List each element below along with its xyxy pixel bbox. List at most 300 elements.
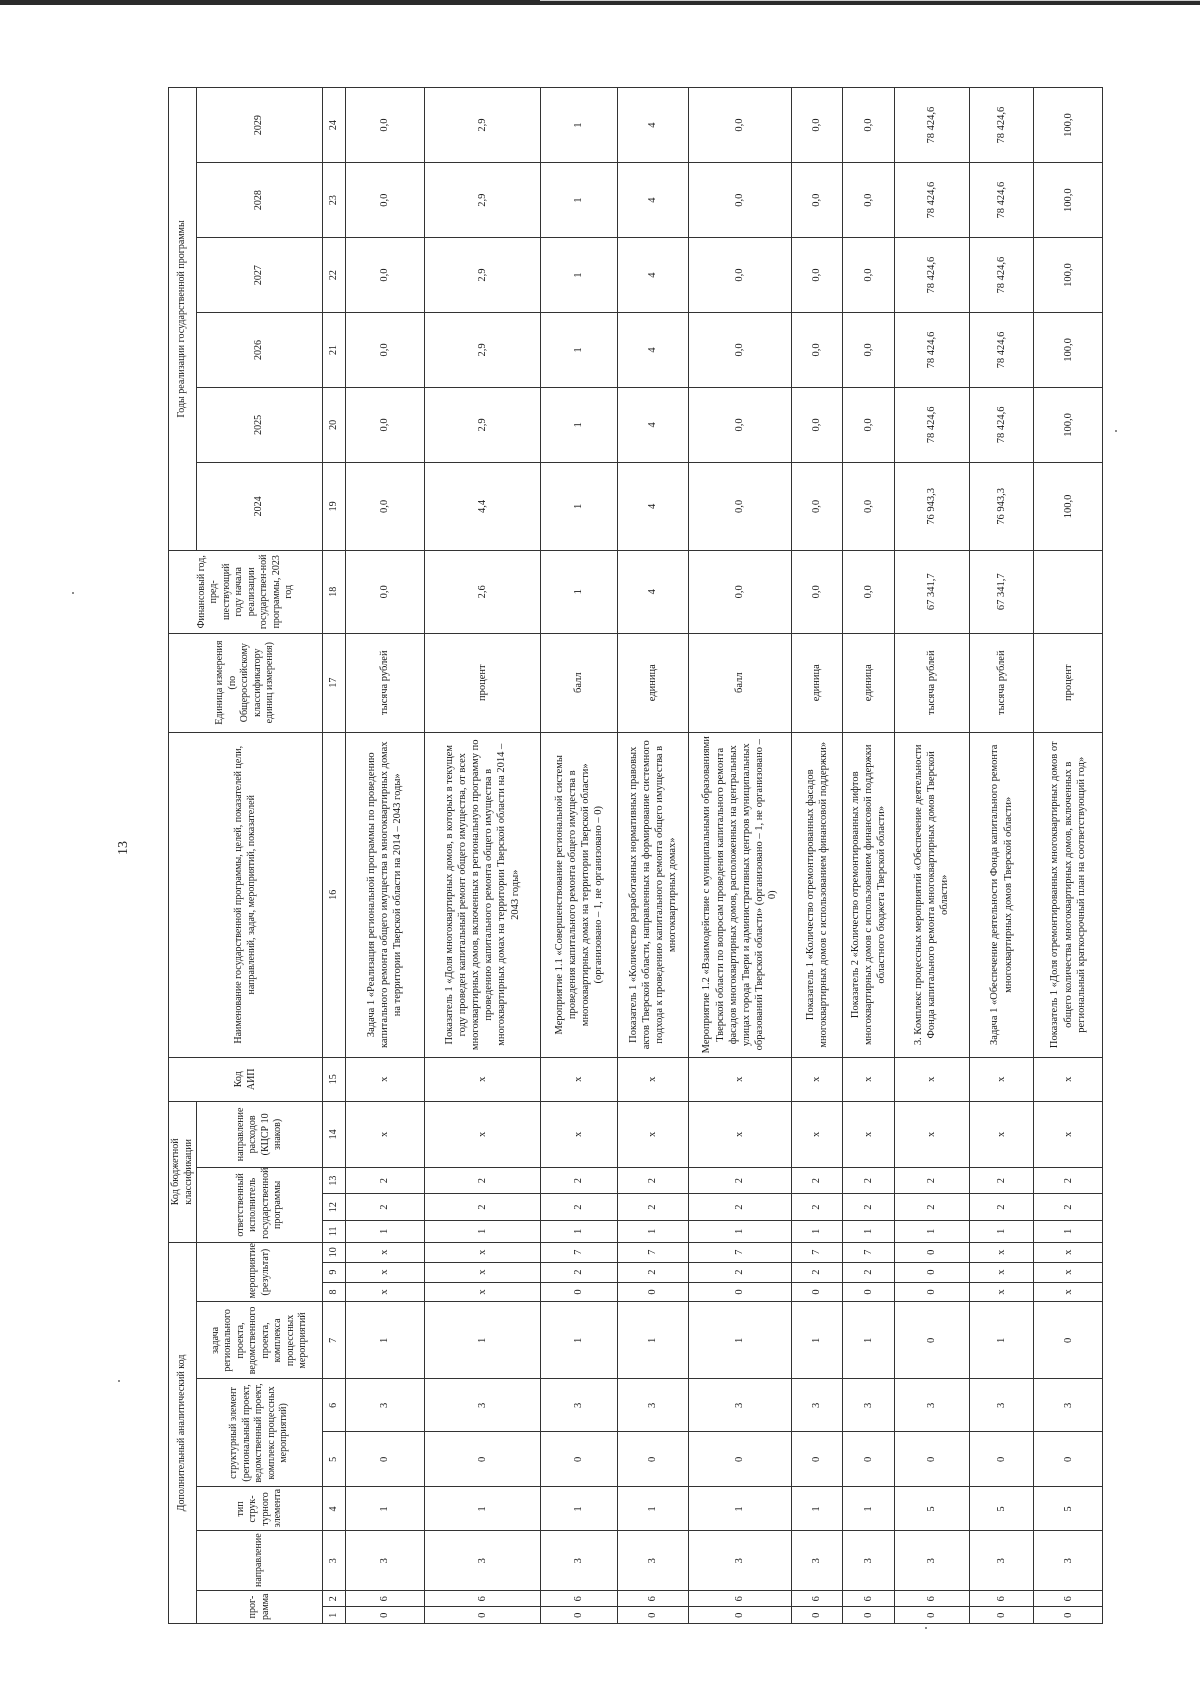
code-struct-type: 5 [1034,1487,1103,1531]
column-number: 21 [323,313,346,388]
table-row [345,88,424,1624]
code-program-2: 6 [1034,1590,1103,1607]
value-2029: 1 [540,88,617,163]
code-event-3: 7 [688,1242,791,1262]
code-aip: х [843,1057,894,1101]
value-2028: 0,0 [345,163,424,238]
value-2025: 0,0 [345,387,424,462]
code-event-3: 7 [618,1242,689,1262]
value-2029: 100,0 [1034,88,1103,163]
code-executor-2: 2 [540,1194,617,1220]
scan-speck [72,592,74,594]
code-program-2: 6 [540,1590,617,1607]
table-body [323,88,1103,1624]
value-2026: 2,9 [424,313,540,388]
code-executor-1: 1 [1034,1220,1103,1242]
value-2028: 78 424,6 [969,163,1033,238]
value-2026: 100,0 [1034,313,1103,388]
code-program-1: 0 [1034,1607,1103,1624]
row-name: Показатель 1 «Доля отремонтированных многоквартирных домов от общего количества многоквартирных домов, включенных в региональный краткосрочный план на соответствующий год» [1034,732,1103,1057]
code-event-3: х [969,1242,1033,1262]
code-executor-2: 2 [1034,1194,1103,1220]
code-struct-elem-2: 3 [894,1379,969,1432]
code-event-1: 0 [618,1282,689,1302]
row-unit: процент [1034,633,1103,732]
header-unit: Единица измерения (по Общероссийскому классификатору единиц измерения) [169,633,323,732]
column-number: 18 [323,550,346,633]
code-executor-3: 2 [540,1167,617,1193]
value-2028: 2,9 [424,163,540,238]
value-2026: 0,0 [791,313,842,388]
value-2029: 78 424,6 [969,88,1033,163]
code-executor-2: 2 [791,1194,842,1220]
value-2023: 1 [540,550,617,633]
header-expense-direction: направление расходов (КЦСР 10 знаков) [197,1101,323,1167]
column-number: 20 [323,387,346,462]
value-2026: 4 [618,313,689,388]
code-program-2: 6 [894,1590,969,1607]
header-fin-year: Финансовый год, пред-шествующий году начала реализации государствен-ной программы, 2023 год [169,550,323,633]
header-program: прог-рамма [197,1590,323,1623]
code-event-3: х [424,1242,540,1262]
code-direction: 3 [688,1531,791,1590]
row-name: Показатель 1 «Доля многоквартирных домов, в которых в текущем году проведен капитальный ремонт общего имущества, от всех многоквартирных домов, включенных в региональную программу по проведению капитального ремонта общего имущества в многоквартирных домах на территории Тверской области на 2014 – 2043 годы» [424,732,540,1057]
code-struct-elem-2: 3 [540,1379,617,1432]
code-executor-2: 2 [424,1194,540,1220]
code-struct-elem-2: 3 [843,1379,894,1432]
column-number: 12 [323,1194,346,1220]
row-unit: единица [618,633,689,732]
code-event-3: 7 [791,1242,842,1262]
column-number: 13 [323,1167,346,1193]
value-2028: 78 424,6 [894,163,969,238]
code-executor-3: 2 [618,1167,689,1193]
code-program-2: 6 [969,1590,1033,1607]
value-2028: 1 [540,163,617,238]
code-executor-3: 2 [688,1167,791,1193]
value-2025: 2,9 [424,387,540,462]
code-executor-3: 2 [345,1167,424,1193]
code-task: 1 [618,1302,689,1379]
column-number: 4 [323,1487,346,1531]
column-number: 19 [323,462,346,550]
header-name: Наименование государственной программы, целей, показателей цели, направлений, задач, мероприятий, показателей [169,732,323,1057]
code-task: 1 [969,1302,1033,1379]
column-number-row [323,88,346,1624]
value-2024: 0,0 [345,462,424,550]
header-task: задача регионального проекта, ведомственного проекта, комплекса процессных мероприятий [197,1302,323,1379]
value-2025: 0,0 [843,387,894,462]
code-program-1: 0 [345,1607,424,1624]
value-2025: 100,0 [1034,387,1103,462]
row-unit: тысяча рублей [894,633,969,732]
header-additional-code: Дополнительный аналитический код [169,1242,197,1623]
code-direction: 3 [791,1531,842,1590]
row-name: Задача 1 «Обеспечение деятельности Фонда капитального ремонта многоквартирных домов Тверской области» [969,732,1033,1057]
code-program-1: 0 [894,1607,969,1624]
table-row [688,88,791,1624]
header-struct-type: тип струк-турного элемента [197,1487,323,1531]
code-event-1: х [1034,1282,1103,1302]
code-program-2: 6 [424,1590,540,1607]
value-2028: 4 [618,163,689,238]
value-2023 [1034,550,1103,633]
code-expense-direction: х [969,1101,1033,1167]
program-table [168,87,1103,1624]
code-executor-1: 1 [540,1220,617,1242]
code-direction: 3 [540,1531,617,1590]
value-2026: 78 424,6 [894,313,969,388]
table-row [843,88,894,1624]
code-event-1: 0 [894,1282,969,1302]
value-2029: 0,0 [843,88,894,163]
code-event-2: 2 [843,1262,894,1282]
scan-speck [925,1627,927,1629]
value-2025: 4 [618,387,689,462]
code-aip: х [791,1057,842,1101]
code-event-2: х [345,1262,424,1282]
code-event-1: х [424,1282,540,1302]
value-2024: 0,0 [688,462,791,550]
value-2026: 0,0 [688,313,791,388]
code-aip: х [1034,1057,1103,1101]
column-number: 8 [323,1282,346,1302]
code-executor-3: 2 [424,1167,540,1193]
code-struct-type: 1 [424,1487,540,1531]
column-number: 9 [323,1262,346,1282]
value-2029: 0,0 [791,88,842,163]
column-number: 16 [323,732,346,1057]
code-event-3: 7 [540,1242,617,1262]
code-executor-2: 2 [345,1194,424,1220]
row-unit: единица [843,633,894,732]
value-2028: 100,0 [1034,163,1103,238]
column-number: 24 [323,88,346,163]
code-executor-2: 2 [894,1194,969,1220]
value-2029: 0,0 [688,88,791,163]
code-struct-elem-1: 0 [540,1432,617,1487]
column-number: 6 [323,1379,346,1432]
code-executor-3: 2 [969,1167,1033,1193]
scan-speck [118,1380,120,1382]
code-struct-elem-2: 3 [1034,1379,1103,1432]
value-2023: 67 341,7 [894,550,969,633]
code-struct-elem-1: 0 [969,1432,1033,1487]
column-number: 22 [323,238,346,313]
value-2024: 1 [540,462,617,550]
header-year-2027: 2027 [197,238,323,313]
value-2024: 100,0 [1034,462,1103,550]
column-number: 5 [323,1432,346,1487]
code-direction: 3 [1034,1531,1103,1590]
code-executor-3: 2 [791,1167,842,1193]
header-budget-code: Код бюджетной классификации [169,1101,197,1242]
value-2027: 78 424,6 [969,238,1033,313]
code-event-2: х [969,1262,1033,1282]
code-event-3: х [345,1242,424,1262]
table-row [424,88,540,1624]
table-row [540,88,617,1624]
code-struct-type: 1 [618,1487,689,1531]
row-name: Показатель 1 «Количество разработанных нормативных правовых актов Тверской области, направленных на формирование системного подхода к проведению капитального ремонта общего имущества в многоквартирных домах» [618,732,689,1057]
header-event: мероприятие (результат) [197,1242,323,1302]
code-struct-elem-2: 3 [969,1379,1033,1432]
code-program-1: 0 [688,1607,791,1624]
value-2024: 76 943,3 [969,462,1033,550]
value-2023: 67 341,7 [969,550,1033,633]
value-2027: 0,0 [791,238,842,313]
value-2024: 0,0 [791,462,842,550]
code-struct-elem-1: 0 [791,1432,842,1487]
code-task: 1 [424,1302,540,1379]
code-event-2: х [424,1262,540,1282]
value-2025: 1 [540,387,617,462]
code-event-1: х [345,1282,424,1302]
row-unit: процент [424,633,540,732]
row-name: 3. Комплекс процессных мероприятий «Обеспечение деятельности Фонда капитального ремонта многоквартирных домов Тверской области» [894,732,969,1057]
value-2028: 0,0 [843,163,894,238]
code-expense-direction: х [1034,1101,1103,1167]
value-2027: 2,9 [424,238,540,313]
value-2026: 0,0 [345,313,424,388]
value-2025: 78 424,6 [969,387,1033,462]
code-event-2: 2 [688,1262,791,1282]
code-program-1: 0 [424,1607,540,1624]
code-event-2: 0 [894,1262,969,1282]
code-direction: 3 [424,1531,540,1590]
column-number: 15 [323,1057,346,1101]
code-struct-type: 1 [843,1487,894,1531]
code-executor-1: 1 [688,1220,791,1242]
code-executor-2: 2 [618,1194,689,1220]
value-2024: 0,0 [843,462,894,550]
value-2027: 78 424,6 [894,238,969,313]
column-number: 7 [323,1302,346,1379]
code-program-1: 0 [843,1607,894,1624]
value-2023: 0,0 [345,550,424,633]
code-event-3: 0 [894,1242,969,1262]
header-year-2028: 2028 [197,163,323,238]
code-event-2: 2 [540,1262,617,1282]
code-executor-1: 1 [345,1220,424,1242]
code-event-3: 7 [843,1242,894,1262]
code-expense-direction: х [540,1101,617,1167]
code-struct-type: 1 [540,1487,617,1531]
code-program-2: 6 [843,1590,894,1607]
header-year-2029: 2029 [197,88,323,163]
code-program-2: 6 [688,1590,791,1607]
code-struct-type: 1 [345,1487,424,1531]
value-2029: 78 424,6 [894,88,969,163]
code-program-2: 6 [791,1590,842,1607]
row-name: Показатель 2 «Количество отремонтированных лифтов многоквартирных домов с использованием финансовой поддержки областного бюджета Тверской области» [843,732,894,1057]
value-2029: 0,0 [345,88,424,163]
code-direction: 3 [969,1531,1033,1590]
code-task: 1 [791,1302,842,1379]
rotated-table-container [168,87,1103,1624]
code-struct-type: 5 [894,1487,969,1531]
column-number: 1 [323,1607,346,1624]
value-2028: 0,0 [688,163,791,238]
value-2029: 4 [618,88,689,163]
column-number: 3 [323,1531,346,1590]
header-year-2026: 2026 [197,313,323,388]
column-number: 2 [323,1590,346,1607]
code-direction: 3 [894,1531,969,1590]
code-executor-2: 2 [688,1194,791,1220]
value-2026: 0,0 [843,313,894,388]
code-expense-direction: х [618,1101,689,1167]
header-executor: ответственный исполнитель государственной программы [197,1167,323,1242]
value-2023: 2,6 [424,550,540,633]
code-event-1: 0 [688,1282,791,1302]
value-2023: 0,0 [688,550,791,633]
value-2026: 78 424,6 [969,313,1033,388]
value-2023: 0,0 [791,550,842,633]
code-task: 1 [540,1302,617,1379]
value-2029: 2,9 [424,88,540,163]
value-2027: 0,0 [345,238,424,313]
value-2023: 0,0 [843,550,894,633]
code-expense-direction: х [688,1101,791,1167]
code-executor-3: 2 [894,1167,969,1193]
table-row [1034,88,1103,1624]
value-2027: 0,0 [843,238,894,313]
code-executor-1: 1 [843,1220,894,1242]
code-task: 1 [688,1302,791,1379]
code-struct-elem-1: 0 [618,1432,689,1487]
code-executor-3: 2 [1034,1167,1103,1193]
column-number: 11 [323,1220,346,1242]
value-2027: 0,0 [688,238,791,313]
code-event-1: 0 [843,1282,894,1302]
column-number: 10 [323,1242,346,1262]
value-2025: 0,0 [688,387,791,462]
code-executor-2: 2 [843,1194,894,1220]
row-name: Показатель 1 «Количество отремонтированных фасадов многоквартирных домов с использованием финансовой поддержки» [791,732,842,1057]
code-event-2: 2 [618,1262,689,1282]
code-struct-elem-2: 3 [688,1379,791,1432]
table-row [969,88,1033,1624]
code-struct-elem-2: 3 [424,1379,540,1432]
code-struct-elem-1: 0 [1034,1432,1103,1487]
header-year-2025: 2025 [197,387,323,462]
code-executor-1: 1 [969,1220,1033,1242]
value-2025: 0,0 [791,387,842,462]
value-2026: 1 [540,313,617,388]
code-aip: х [969,1057,1033,1101]
code-event-2: 2 [791,1262,842,1282]
code-aip: х [894,1057,969,1101]
value-2027: 100,0 [1034,238,1103,313]
code-executor-3: 2 [843,1167,894,1193]
code-aip: х [540,1057,617,1101]
code-struct-elem-2: 3 [791,1379,842,1432]
code-aip: х [688,1057,791,1101]
code-struct-type: 5 [969,1487,1033,1531]
code-direction: 3 [345,1531,424,1590]
value-2024: 4,4 [424,462,540,550]
code-aip: х [424,1057,540,1101]
code-struct-elem-1: 0 [424,1432,540,1487]
code-struct-elem-1: 0 [843,1432,894,1487]
scan-top-edge [0,0,1200,5]
value-2027: 1 [540,238,617,313]
code-expense-direction: х [843,1101,894,1167]
code-event-2: х [1034,1262,1103,1282]
code-task: 0 [894,1302,969,1379]
code-executor-1: 1 [424,1220,540,1242]
row-unit: тысяча рублей [345,633,424,732]
value-2023: 4 [618,550,689,633]
header-direction: направление [197,1531,323,1590]
code-direction: 3 [843,1531,894,1590]
code-struct-type: 1 [791,1487,842,1531]
code-event-1: х [969,1282,1033,1302]
header-years-title: Годы реализации государственной программы [169,88,197,551]
table-row [791,88,842,1624]
row-name: Мероприятие 1.1 «Совершенствование региональной системы проведения капитального ремонта общего имущества в многоквартирных домах на территории Тверской области» (организовано – 1, не организовано – 0) [540,732,617,1057]
code-executor-1: 1 [618,1220,689,1242]
table-row [894,88,969,1624]
code-task: 0 [1034,1302,1103,1379]
row-name: Задача 1 «Реализация региональной программы по проведению капитального ремонта общего имущества в многоквартирных домах на территории Тверской области на 2014 – 2043 годы» [345,732,424,1057]
row-unit: тысяча рублей [969,633,1033,732]
page-number: 13 [116,841,131,855]
code-program-2: 6 [618,1590,689,1607]
column-number: 23 [323,163,346,238]
table-row [618,88,689,1624]
row-unit: балл [540,633,617,732]
value-2027: 4 [618,238,689,313]
column-number: 17 [323,633,346,732]
code-event-1: 0 [791,1282,842,1302]
scan-speck [1115,430,1117,432]
row-unit: единица [791,633,842,732]
code-task: 1 [345,1302,424,1379]
code-struct-elem-1: 0 [345,1432,424,1487]
code-struct-elem-1: 0 [894,1432,969,1487]
code-struct-elem-2: 3 [618,1379,689,1432]
code-expense-direction: х [894,1101,969,1167]
header-year-2024: 2024 [197,462,323,550]
code-executor-1: 1 [791,1220,842,1242]
value-2024: 76 943,3 [894,462,969,550]
code-program-1: 0 [791,1607,842,1624]
column-number: 14 [323,1101,346,1167]
value-2028: 0,0 [791,163,842,238]
code-event-3: х [1034,1242,1103,1262]
row-unit: балл [688,633,791,732]
code-struct-type: 1 [688,1487,791,1531]
code-executor-2: 2 [969,1194,1033,1220]
header-struct-element: структурный элемент (региональный проект, ведомственный проект, комплекс процессных мероприятий) [197,1379,323,1487]
value-2025: 78 424,6 [894,387,969,462]
code-aip: х [345,1057,424,1101]
code-task: 1 [843,1302,894,1379]
header-aip-code: Код АИП [169,1057,323,1101]
code-program-1: 0 [540,1607,617,1624]
code-event-1: 0 [540,1282,617,1302]
code-program-1: 0 [969,1607,1033,1624]
code-executor-1: 1 [894,1220,969,1242]
code-struct-elem-1: 0 [688,1432,791,1487]
code-aip: х [618,1057,689,1101]
code-expense-direction: х [791,1101,842,1167]
code-struct-elem-2: 3 [345,1379,424,1432]
value-2024: 4 [618,462,689,550]
code-expense-direction: х [345,1101,424,1167]
